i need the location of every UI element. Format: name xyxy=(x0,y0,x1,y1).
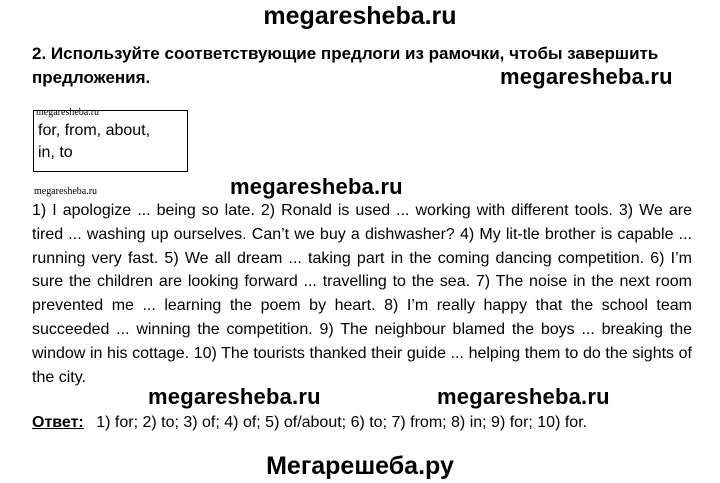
watermark-mid-small: megaresheba.ru xyxy=(34,186,98,197)
footer-watermark: Мегарешеба.ру xyxy=(266,452,454,480)
watermark-mid-big: megaresheba.ru xyxy=(230,174,403,199)
task-title: 2. Используйте соответствующие предлоги из рамочки, чтобы завершить предложения. xyxy=(32,44,659,87)
answer-label: Ответ: xyxy=(32,414,84,431)
header-watermark: megaresheba.ru xyxy=(263,2,457,30)
watermark-box-small: megaresheba.ru xyxy=(36,107,100,118)
exercise-text: 1) I apologize ... being so late. 2) Ronald is used ... working with different tools. 3) We are tired ... washing up ourselves. Can’t we buy a dishwasher? 4) My lit-tle brother is capable ... running very fast. 5) We all dream ... taking part in the coming dancing competition. 6) I’m sure the children are looking forward ... travelling to the sea. 7) The noise in the next room prevented me ... learning the poem by heart. 8) I’m really happy that the school team succeeded ... winning the competition. 9) The neighbour blamed the boys ... breaking the window in his cottage. 10) The tourists thanked their guide ... helping them to do the sights of the city. xyxy=(32,202,692,386)
word-box-line-2: in, to xyxy=(38,144,73,161)
watermark-lower-right: megaresheba.ru xyxy=(437,384,610,409)
answer-text: 1) for; 2) to; 3) of; 4) of; 5) of/about; 6) to; 7) from; 8) in; 9) for; 10) for. xyxy=(96,414,588,431)
word-box xyxy=(33,110,188,172)
watermark-title-right: megaresheba.ru xyxy=(500,64,673,89)
word-box-line-1: for, from, about, xyxy=(38,122,151,139)
answer-row xyxy=(32,414,587,432)
watermark-lower-left: megaresheba.ru xyxy=(148,384,321,409)
